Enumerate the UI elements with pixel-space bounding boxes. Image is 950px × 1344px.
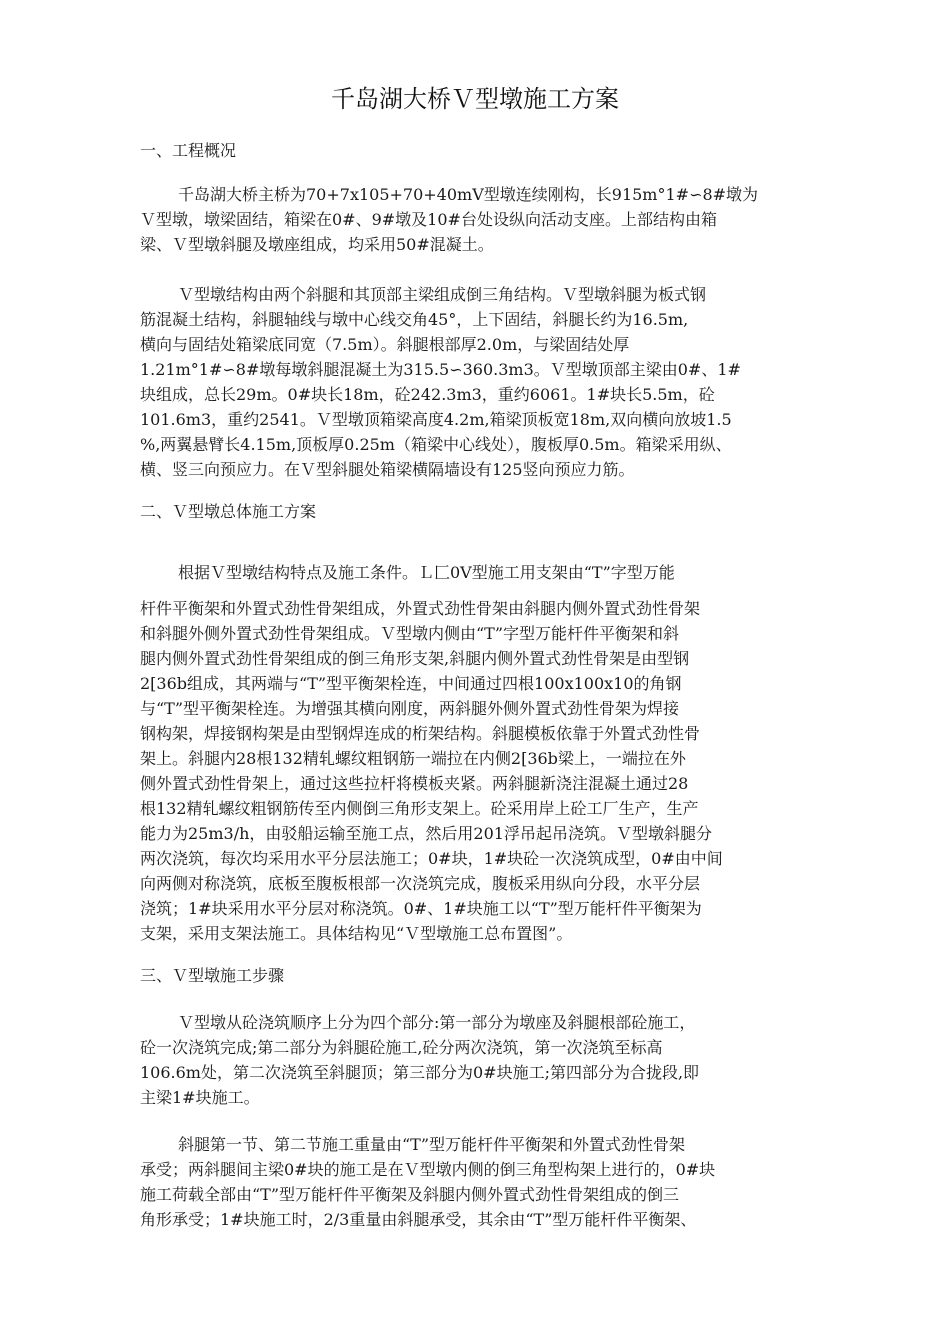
paragraph-line: 腿内侧外置式劲性骨架组成的倒三角形支架,斜腿内侧外置式劲性骨架是由型钢 <box>140 649 690 668</box>
paragraph-line: 筋混凝土结构，斜腿轴线与墩中心线交角45°，上下固结，斜腿长约为16.5m, <box>140 310 689 329</box>
paragraph-line: 承受；两斜腿间主梁0#块的施工是在Ｖ型墩内侧的倒三角型构架上进行的，0#块 <box>140 1160 716 1179</box>
paragraph-line: 砼一次浇筑完成;第二部分为斜腿砼施工,砼分两次浇筑，第一次浇筑至标高 <box>140 1038 663 1057</box>
paragraph-line: 架上。斜腿内28根132精轧螺纹粗钢筋一端拉在内侧2[36b梁上，一端拉在外 <box>140 749 686 768</box>
paragraph-line: 主梁1#块施工。 <box>140 1088 260 1107</box>
paragraph-line: 块组成，总长29m。0#块长18m，砼242.3m3，重约6061。1#块长5.5m，砼 <box>140 385 715 404</box>
paragraph-line: 横向与固结处箱梁底同宽（7.5m）。斜腿根部厚2.0m，与梁固结处厚 <box>140 335 630 354</box>
paragraph-line: 根132精轧螺纹粗钢筋传至内侧倒三角形支架上。砼采用岸上砼工厂生产，生产 <box>140 799 699 818</box>
paragraph-line: 梁、Ｖ型墩斜腿及墩座组成，均采用50#混凝土。 <box>140 235 494 254</box>
section-heading-3: 三、Ｖ型墩施工步骤 <box>140 966 285 985</box>
paragraph-line: 钢构架，焊接钢构架是由型钢焊连成的桁架结构。斜腿模板依靠于外置式劲性骨 <box>140 724 701 743</box>
section-heading-2: 二、Ｖ型墩总体施工方案 <box>140 502 317 521</box>
paragraph-line: 与“T”型平衡架栓连。为增强其横向刚度，两斜腿外侧外置式劲性骨架为焊接 <box>140 699 680 718</box>
paragraph-line: 两次浇筑，每次均采用水平分层法施工；0#块，1#块砼一次浇筑成型，0#由中间 <box>140 849 723 868</box>
paragraph-line: 角形承受；1#块施工时，2/3重量由斜腿承受，其余由“T”型万能杆件平衡架、 <box>140 1210 697 1229</box>
paragraph-line: 斜腿第一节、第二节施工重量由“T”型万能杆件平衡架和外置式劲性骨架 <box>178 1135 686 1154</box>
paragraph-line: Ｖ型墩结构由两个斜腿和其顶部主梁组成倒三角结构。Ｖ型墩斜腿为板式钢 <box>178 285 707 304</box>
paragraph-line: 支架，采用支架法施工。具体结构见“Ｖ型墩施工总布置图”。 <box>140 924 573 943</box>
paragraph-line: 1.21m°1#∽8#墩每墩斜腿混凝土为315.5∽360.3m3。Ｖ型墩顶部主梁由0#、1# <box>140 360 741 379</box>
paragraph-line: 能力为25m3/h，由驳船运输至施工点，然后用201浮吊起吊浇筑。Ｖ型墩斜腿分 <box>140 824 712 843</box>
paragraph-line: 2[36b组成，其两端与“T”型平衡架栓连，中间通过四根100x100x10的角钢 <box>140 674 682 693</box>
section-heading-1: 一、工程概况 <box>140 141 237 160</box>
paragraph-line: 杆件平衡架和外置式劲性骨架组成，外置式劲性骨架由斜腿内侧外置式劲性骨架 <box>140 599 701 618</box>
paragraph-line: 横、竖三向预应力。在Ｖ型斜腿处箱梁横隔墙设有125竖向预应力筋。 <box>140 460 635 479</box>
paragraph-line: Ｖ型墩，墩梁固结，箱梁在0#、9#墩及10#台处设纵向活动支座。上部结构由箱 <box>140 210 717 229</box>
paragraph-line: 向两侧对称浇筑，底板至腹板根部一次浇筑完成，腹板采用纵向分段，水平分层 <box>140 874 701 893</box>
paragraph-line: 千岛湖大桥主桥为70+7x105+70+40mV型墩连续刚构，长915m°1#∽8#墩为 <box>178 185 759 204</box>
paragraph-line: 施工荷载全部由“T”型万能杆件平衡架及斜腿内侧外置式劲性骨架组成的倒三 <box>140 1185 680 1204</box>
paragraph-line: 101.6m3，重约2541。Ｖ型墩顶箱梁高度4.2m,箱梁顶板宽18m,双向横向放坡1.5 <box>140 410 732 429</box>
paragraph-line: 和斜腿外侧外置式劲性骨架组成。Ｖ型墩内侧由“T”字型万能杆件平衡架和斜 <box>140 624 680 643</box>
document-title: 千岛湖大桥Ｖ型墩施工方案 <box>331 85 619 113</box>
paragraph-line: 106.6m处，第二次浇筑至斜腿顶；第三部分为0#块施工;第四部分为合拢段,即 <box>140 1063 700 1082</box>
paragraph-line: 浇筑；1#块采用水平分层对称浇筑。0#、1#块施工以“T”型万能杆件平衡架为 <box>140 899 702 918</box>
paragraph-line: 侧外置式劲性骨架上，通过这些拉杆将模板夹紧。两斜腿新浇注混凝土通过28 <box>140 774 689 793</box>
paragraph-line: 根据Ｖ型墩结构特点及施工条件。Ｌ匚0V型施工用支架由“T”字型万能 <box>178 563 675 582</box>
paragraph-line: Ｖ型墩从砼浇筑顺序上分为四个部分:第一部分为墩座及斜腿根部砼施工， <box>178 1013 696 1032</box>
paragraph-line: %,两翼悬臂长4.15m,顶板厚0.25m（箱梁中心线处），腹板厚0.5m。箱梁采用纵、 <box>140 435 732 454</box>
